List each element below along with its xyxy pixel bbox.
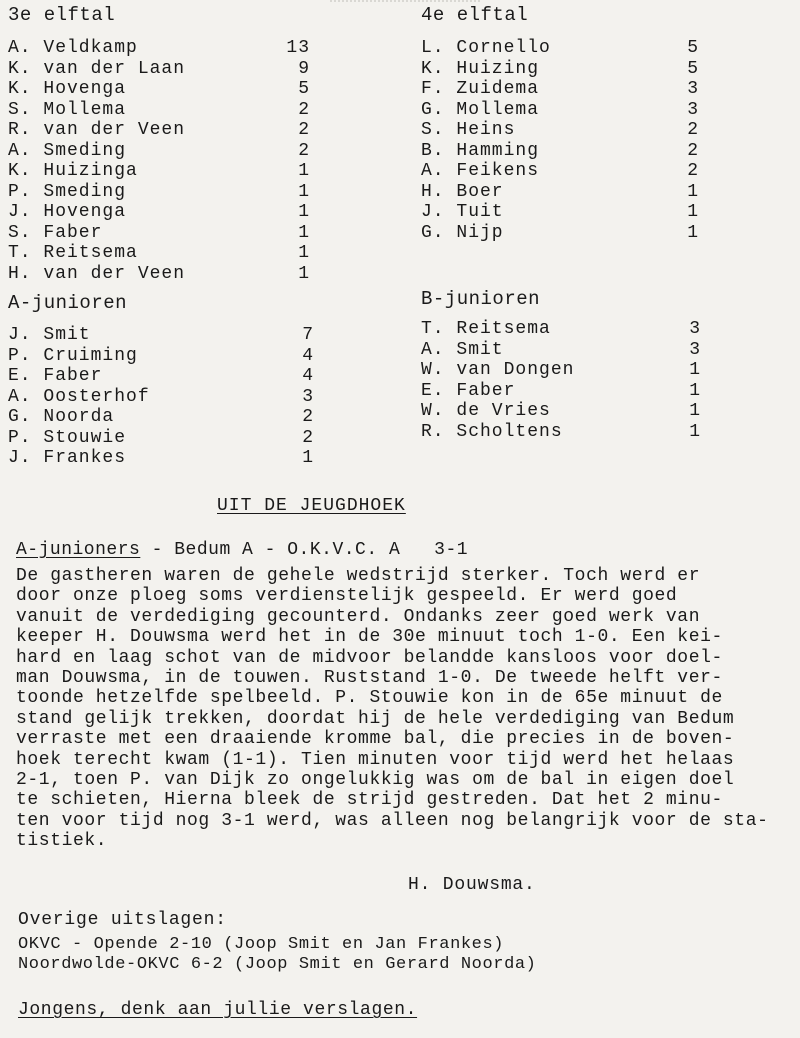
player-name: F. Zuidema xyxy=(421,79,540,99)
player-goals: 1 xyxy=(687,202,699,222)
player-name: P. Stouwie xyxy=(8,427,127,448)
report-author: H. Douwsma. xyxy=(408,875,536,895)
text-line: De gastheren waren de gehele wedstrijd sterker. Toch werd er xyxy=(16,566,701,586)
player-goals: 2 xyxy=(302,427,314,448)
player-row xyxy=(8,38,310,59)
player-row xyxy=(421,79,699,100)
player-goals: 9 xyxy=(298,58,310,79)
player-row xyxy=(421,59,699,80)
player-goals: 1 xyxy=(689,421,701,442)
player-goals: 2 xyxy=(687,161,699,181)
player-row xyxy=(421,401,701,422)
player-name: H. Boer xyxy=(421,181,504,202)
player-goals: 1 xyxy=(298,202,310,222)
player-goals: 5 xyxy=(687,58,699,79)
player-name: S. Faber xyxy=(8,222,103,243)
player-name: K. Huizinga xyxy=(8,161,138,181)
player-name: W. de Vries xyxy=(421,401,551,421)
player-goals: 2 xyxy=(687,120,699,140)
player-name: G. Nijp xyxy=(421,222,504,243)
player-name: A. Smit xyxy=(421,339,504,360)
third-team-section xyxy=(8,4,318,284)
player-goals: 2 xyxy=(298,120,310,140)
player-goals: 3 xyxy=(687,79,699,99)
b-juniors-title: B-junioren xyxy=(421,288,541,310)
fourth-team-list xyxy=(421,38,699,243)
text-line: hoek terecht kwam (1-1). Tien minuten voor tijd werd het helaas xyxy=(16,749,735,770)
player-goals: 5 xyxy=(687,38,699,58)
player-row xyxy=(421,340,701,361)
other-results-list xyxy=(18,935,536,975)
player-name: W. van Dongen xyxy=(421,360,575,380)
player-row xyxy=(421,223,699,244)
player-row xyxy=(8,202,310,223)
player-row xyxy=(8,120,310,141)
player-goals: 1 xyxy=(687,222,699,243)
player-row xyxy=(8,100,310,121)
player-row xyxy=(8,79,310,100)
text-line: OKVC - Opende 2-10 (Joop Smit en Jan Frankes) xyxy=(18,935,505,954)
player-name: A. Oosterhof xyxy=(8,386,150,407)
player-name: J. Smit xyxy=(8,325,91,345)
a-juniors-title: A-junioren xyxy=(8,292,128,314)
player-row xyxy=(421,182,699,203)
player-name: E. Faber xyxy=(8,366,103,386)
player-name: L. Cornello xyxy=(421,38,551,58)
player-row xyxy=(8,223,310,244)
text-line: ten voor tijd nog 3-1 werd, was alleen nog belangrijk voor de sta- xyxy=(16,810,769,831)
fourth-team-title: 4e elftal xyxy=(421,4,529,26)
player-row xyxy=(8,182,310,203)
player-name: R. Scholtens xyxy=(421,421,563,442)
player-row xyxy=(8,325,314,346)
player-row xyxy=(8,346,314,367)
player-row xyxy=(8,59,310,80)
match-result: - Bedum A - O.K.V.C. A 3-1 xyxy=(140,540,469,560)
player-row xyxy=(421,360,701,381)
player-row xyxy=(8,387,314,408)
player-name: P. Smeding xyxy=(8,181,127,202)
player-goals: 3 xyxy=(687,99,699,120)
player-name: J. Hovenga xyxy=(8,202,127,222)
player-goals: 3 xyxy=(689,319,701,339)
player-row xyxy=(421,141,699,162)
text-line: keeper H. Douwsma werd het in de 30e minuut toch 1-0. Een kei- xyxy=(16,627,723,648)
player-goals: 1 xyxy=(302,448,314,468)
match-report xyxy=(16,566,800,851)
text-line: te schieten, Hierna bleek de strijd gestreden. Dat het 2 minu- xyxy=(16,790,723,811)
player-goals: 2 xyxy=(298,99,310,120)
player-name: J. Tuit xyxy=(421,202,504,222)
player-goals: 1 xyxy=(689,401,701,421)
player-name: G. Noorda xyxy=(8,407,115,427)
third-team-list xyxy=(8,38,310,284)
a-juniors-section xyxy=(8,292,318,469)
player-goals: 1 xyxy=(298,243,310,263)
a-juniors-list xyxy=(8,325,314,469)
player-row xyxy=(8,141,310,162)
player-goals: 5 xyxy=(298,79,310,99)
text-line: Noordwolde-OKVC 6-2 (Joop Smit en Gerard Noorda) xyxy=(18,955,537,974)
player-goals: 4 xyxy=(302,345,314,366)
third-team-title: 3e elftal xyxy=(8,4,116,26)
player-goals: 1 xyxy=(298,263,310,284)
player-row xyxy=(421,161,699,182)
text-line: stand gelijk trekken, doordat hij de hele verdediging van Bedum xyxy=(16,708,735,729)
player-goals: 1 xyxy=(687,181,699,202)
player-goals: 1 xyxy=(298,181,310,202)
player-goals: 2 xyxy=(298,140,310,161)
text-line: 2-1, toen P. van Dijk zo ongelukkig was om de bal in eigen doel xyxy=(16,769,735,790)
player-name: B. Hamming xyxy=(421,140,540,161)
player-name: T. Reitsema xyxy=(8,243,138,263)
player-row xyxy=(8,448,314,469)
player-name: T. Reitsema xyxy=(421,319,551,339)
youth-corner-heading: UIT DE JEUGDHOEK xyxy=(217,496,406,516)
text-line: hard en laag schot van de midvoor belandde kansloos voor doel- xyxy=(16,647,723,668)
closing-note: Jongens, denk aan jullie verslagen. xyxy=(18,1000,418,1020)
player-name: S. Heins xyxy=(421,120,516,140)
player-row xyxy=(421,381,701,402)
player-goals: 7 xyxy=(302,325,314,345)
player-name: A. Veldkamp xyxy=(8,38,138,58)
player-name: J. Frankes xyxy=(8,448,127,468)
text-line: vanuit de verdediging gecounterd. Ondanks zeer goed werk van xyxy=(16,606,701,627)
player-name: G. Mollema xyxy=(421,99,540,120)
text-line: door onze ploeg soms verdienstelijk gespeeld. Er werd goed xyxy=(16,586,678,607)
player-row xyxy=(421,100,699,121)
fourth-team-section xyxy=(421,4,721,243)
player-row xyxy=(8,366,314,387)
text-line: tistiek. xyxy=(16,831,108,852)
player-goals: 1 xyxy=(298,222,310,243)
player-name: A. Feikens xyxy=(421,161,540,181)
player-goals: 3 xyxy=(689,339,701,360)
player-row xyxy=(8,428,314,449)
player-row xyxy=(421,38,699,59)
player-goals: 2 xyxy=(302,407,314,427)
text-line: toonde hetzelfde spelbeeld. P. Stouwie kon in de 65e minuut de xyxy=(16,688,723,709)
b-juniors-section xyxy=(421,288,721,442)
player-name: A. Smeding xyxy=(8,140,127,161)
player-goals: 2 xyxy=(687,140,699,161)
player-row xyxy=(421,422,701,443)
player-name: K. van der Laan xyxy=(8,58,186,79)
text-line: man Douwsma, in de touwen. Ruststand 1-0. De tweede helft ver- xyxy=(16,667,723,688)
player-name: R. van der Veen xyxy=(8,120,186,140)
player-row xyxy=(421,202,699,223)
player-row xyxy=(8,243,310,264)
player-name: E. Faber xyxy=(421,380,516,401)
player-row xyxy=(421,120,699,141)
b-juniors-list xyxy=(421,319,701,442)
player-goals: 1 xyxy=(689,380,701,401)
other-results-title: Overige uitslagen: xyxy=(18,910,227,930)
player-goals: 1 xyxy=(689,360,701,380)
player-goals: 13 xyxy=(286,38,310,58)
player-name: K. Huizing xyxy=(421,58,540,79)
player-name: P. Cruiming xyxy=(8,345,138,366)
match-team-label: A-junioners xyxy=(16,540,141,560)
player-goals: 1 xyxy=(298,161,310,181)
player-row xyxy=(8,407,314,428)
player-goals: 3 xyxy=(302,386,314,407)
match-line xyxy=(16,540,468,560)
player-goals: 4 xyxy=(302,366,314,386)
player-name: K. Hovenga xyxy=(8,79,127,99)
player-row xyxy=(421,319,701,340)
player-row xyxy=(8,161,310,182)
player-row xyxy=(8,264,310,285)
player-name: S. Mollema xyxy=(8,99,127,120)
player-name: H. van der Veen xyxy=(8,263,186,284)
text-line: verraste met een draaiende kromme bal, die precies in de boven- xyxy=(16,729,735,750)
